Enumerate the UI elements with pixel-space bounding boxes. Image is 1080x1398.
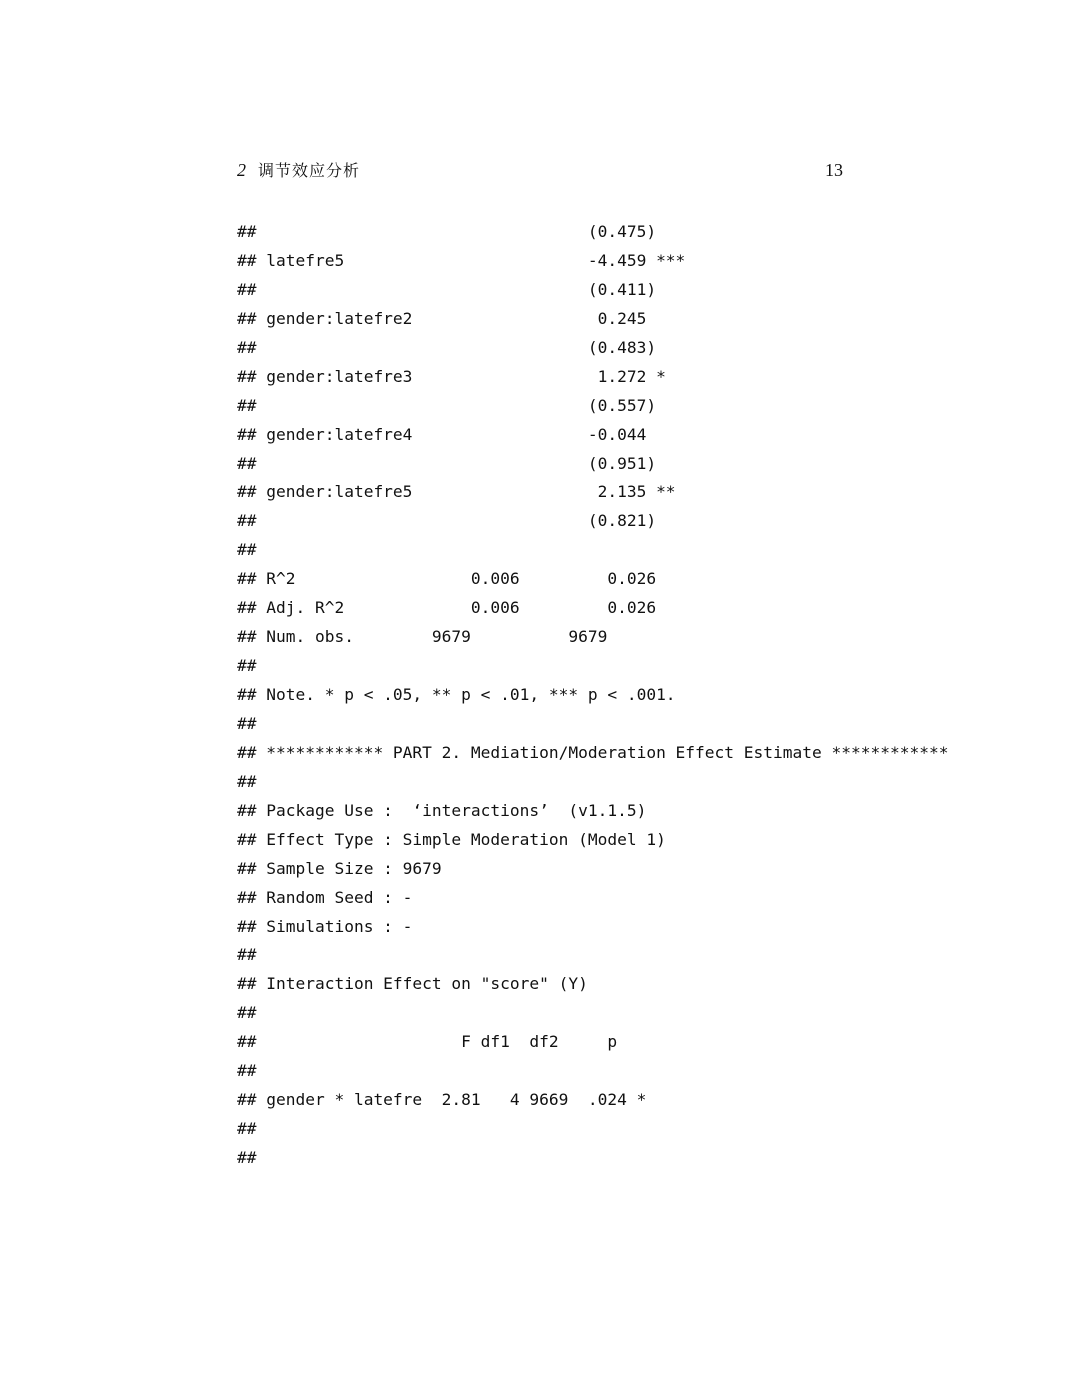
output-line: ## Interaction Effect on "score" (Y)	[237, 974, 588, 994]
output-line: ## ************ PART 2. Mediation/Moderation Effect Estimate ************	[237, 742, 949, 762]
output-line: ## Adj. R^2 0.006 0.026	[237, 598, 657, 618]
output-line: ##	[237, 656, 257, 676]
output-line: ## Sample Size : 9679	[237, 858, 442, 878]
output-line: ## Simulations : -	[237, 916, 413, 936]
output-line: ## (0.411)	[237, 279, 657, 299]
page-number: 13	[825, 160, 843, 180]
output-line: ## gender:latefre5 2.135 **	[237, 482, 676, 502]
output-line: ##	[237, 1061, 257, 1081]
output-line: ##	[237, 540, 257, 560]
output-line: ## Random Seed : -	[237, 887, 413, 907]
chapter-number: 2	[237, 160, 246, 180]
output-line: ## gender * latefre 2.81 4 9669 .024 *	[237, 1090, 647, 1110]
output-line: ## (0.475)	[237, 222, 657, 241]
output-line: ## gender:latefre4 -0.044	[237, 424, 647, 444]
output-line: ## Package Use : ‘interactions’ (v1.1.5)	[237, 800, 647, 820]
output-line: ##	[237, 771, 257, 791]
output-line: ##	[237, 1119, 257, 1139]
output-line: ## (0.557)	[237, 395, 657, 415]
output-line: ## (0.821)	[237, 511, 657, 531]
running-head	[237, 158, 360, 183]
output-line: ## (0.483)	[237, 337, 657, 357]
output-line: ## gender:latefre3 1.272 *	[237, 366, 666, 386]
output-line: ##	[237, 945, 257, 965]
output-line: ## F df1 df2 p	[237, 1032, 618, 1052]
output-line: ##	[237, 1148, 257, 1167]
output-line: ## Num. obs. 9679 9679	[237, 627, 608, 647]
output-line: ##	[237, 1003, 257, 1023]
output-line: ## R^2 0.006 0.026	[237, 569, 657, 589]
output-line: ## latefre5 -4.459 ***	[237, 250, 686, 270]
output-line: ##	[237, 713, 257, 733]
output-line: ## Effect Type : Simple Moderation (Model 1)	[237, 829, 666, 849]
output-line: ## (0.951)	[237, 453, 657, 473]
output-line: ## gender:latefre2 0.245	[237, 308, 647, 328]
chapter-title: 调节效应分析	[258, 161, 361, 180]
page-header	[237, 158, 843, 184]
r-console-output	[237, 218, 957, 1173]
output-line: ## Note. * p < .05, ** p < .01, *** p < .001.	[237, 685, 676, 704]
